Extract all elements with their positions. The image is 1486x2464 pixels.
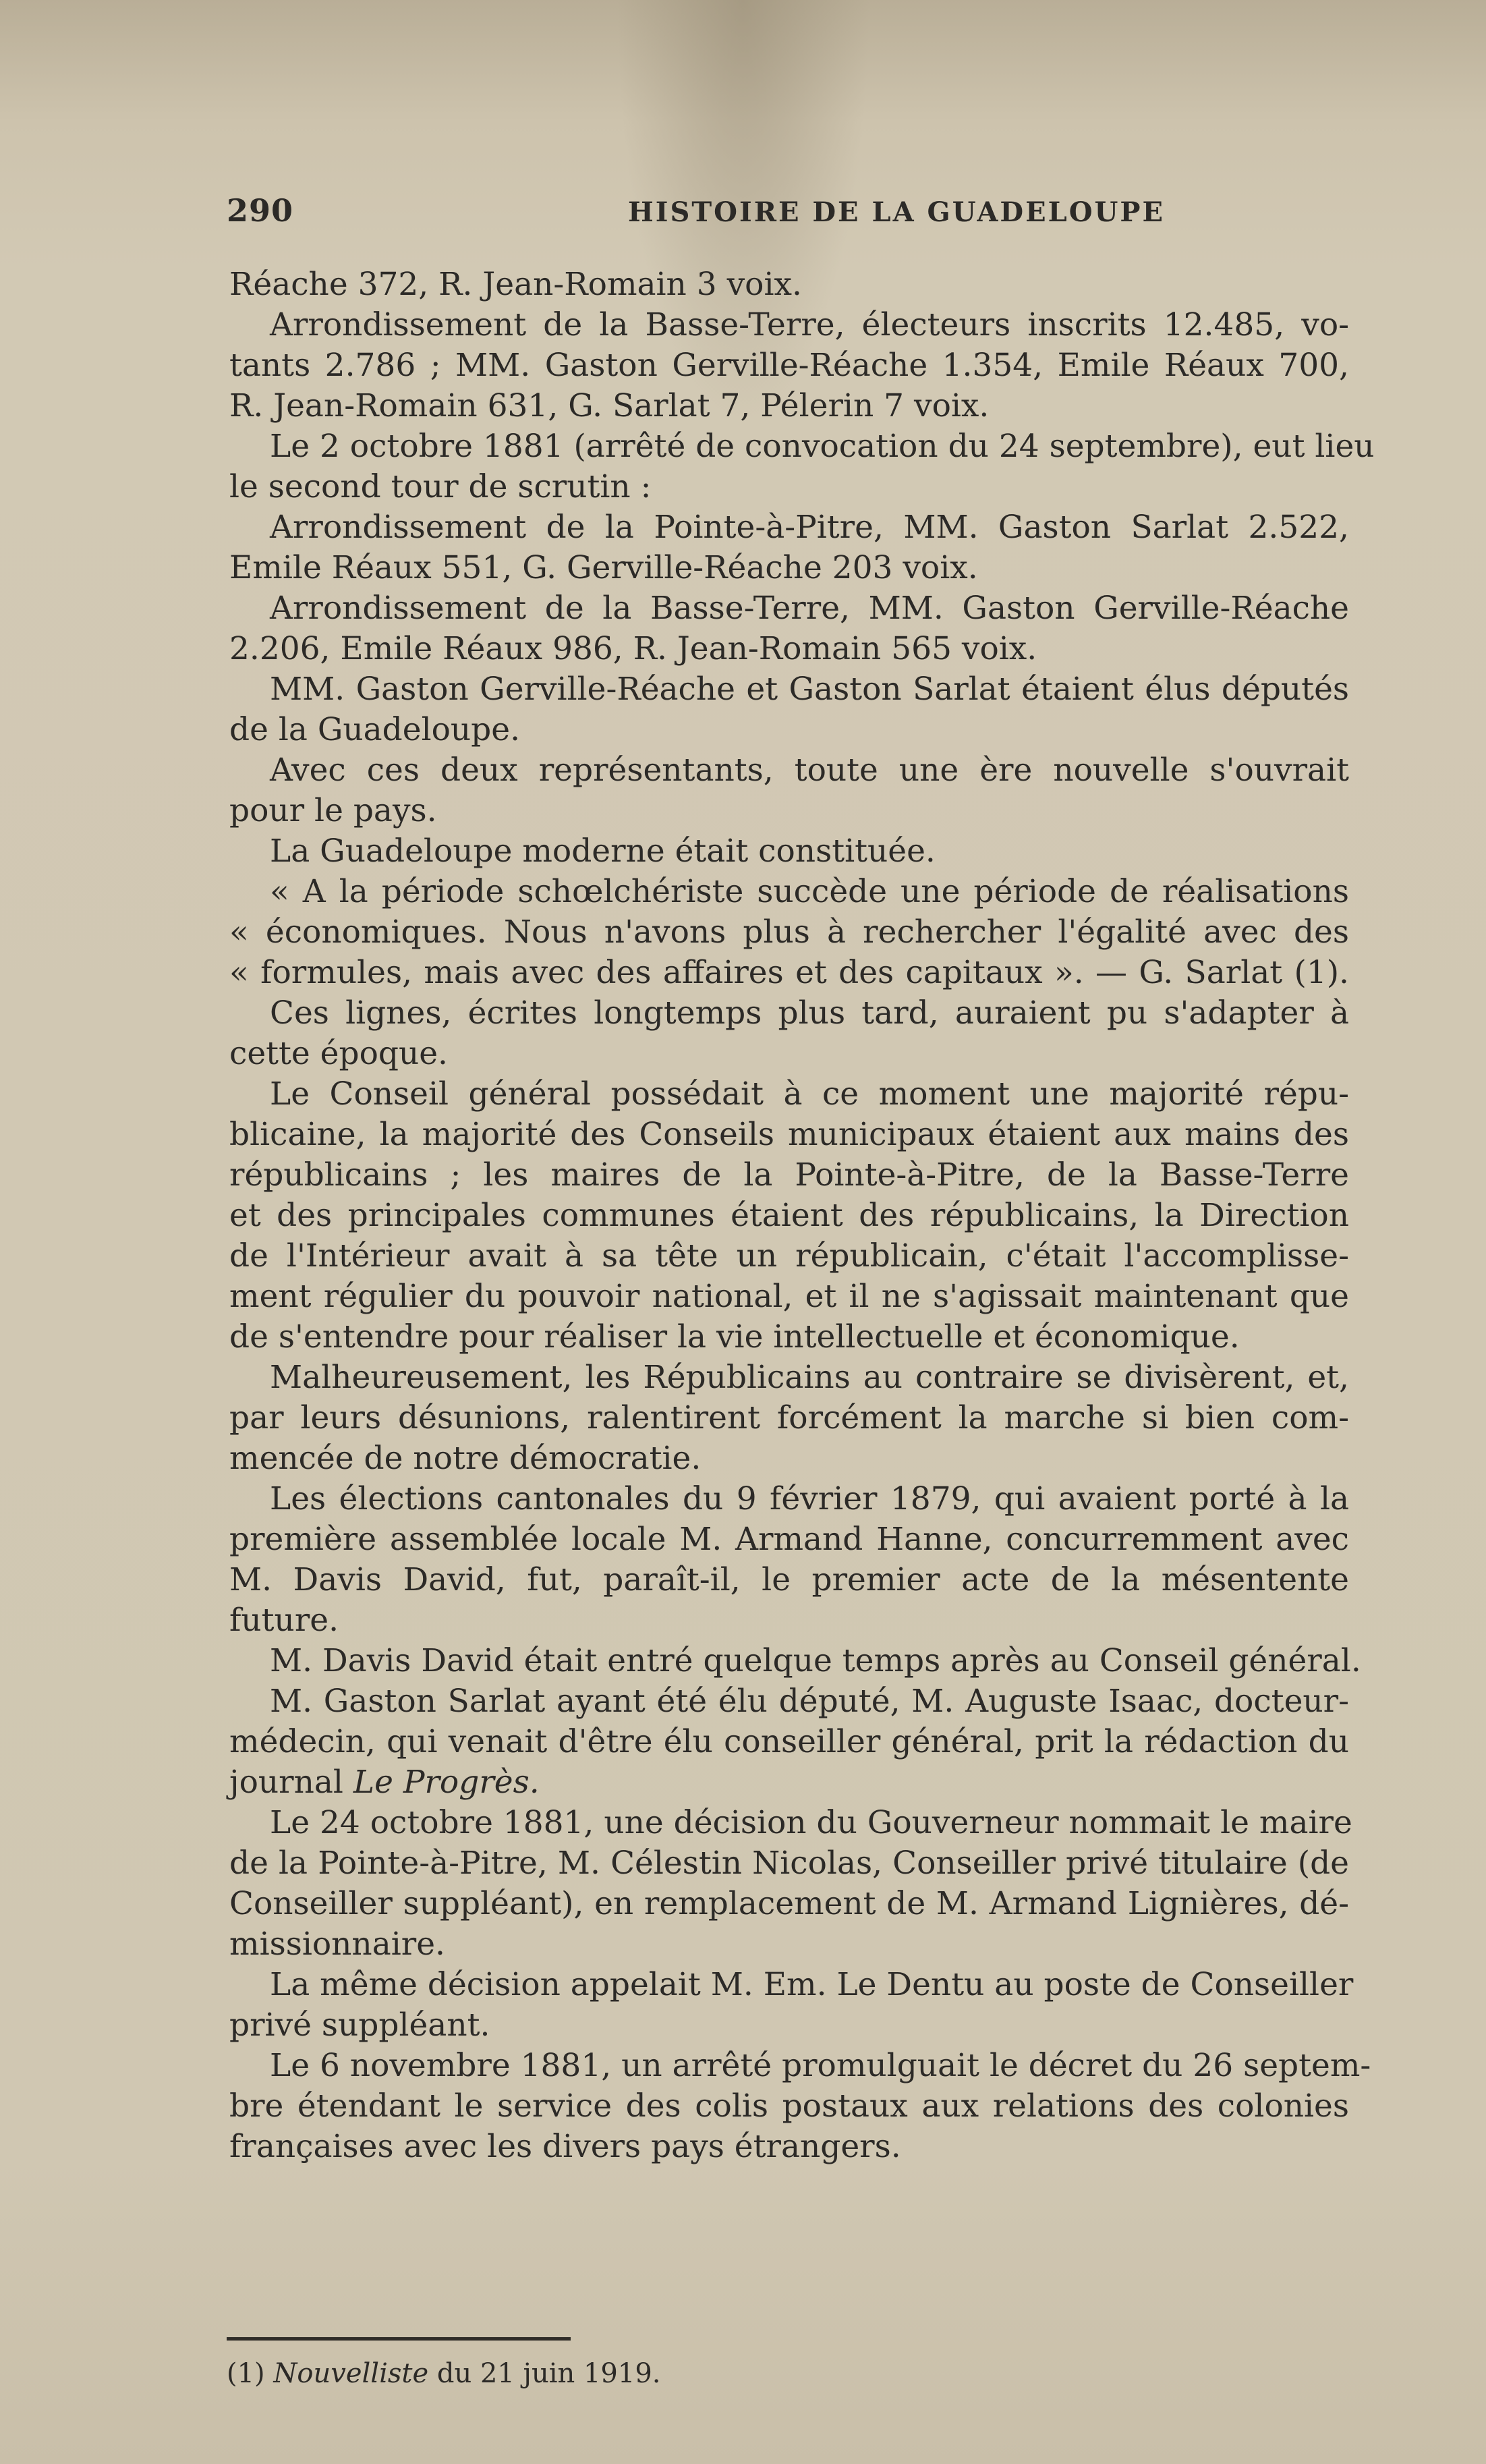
text-line [229, 1560, 1349, 1600]
text-line [229, 305, 1349, 345]
text-line [229, 1924, 1349, 1965]
text-line [229, 1277, 1349, 1317]
text-line [229, 588, 1349, 629]
text-line [229, 2046, 1371, 2086]
text-line [229, 791, 1349, 831]
text-line-content: Réache 372, R. Jean-Romain 3 voix. [229, 266, 802, 303]
text-line-content: bre étendant le service des colis postaux aux relations des colonies [229, 2088, 1349, 2125]
text-line-content: et des principales communes étaient des républicains, la Direction [229, 1197, 1349, 1234]
text-line-content: Avec ces deux représentants, toute une ère nouvelle s'ouvrait [270, 752, 1349, 789]
text-line [229, 1681, 1349, 1722]
text-line-content: Emile Réaux 551, G. Gerville-Réache 203 voix. [229, 549, 978, 586]
running-title: HISTOIRE DE LA GUADELOUPE [628, 196, 1165, 228]
text-line-content: Les élections cantonales du 9 février 1879, qui avaient porté à la [270, 1480, 1349, 1517]
text-line-content: MM. Gaston Gerville-Réache et Gaston Sarlat étaient élus députés [270, 671, 1349, 708]
page-number: 290 [227, 192, 294, 229]
footnote-rest: du 21 juin 1919. [428, 2358, 661, 2389]
text-line [229, 1074, 1349, 1115]
text-line-content: « A la période schœlchériste succède une période de réalisations [270, 873, 1349, 910]
footnote-marker: (1) [227, 2358, 274, 2389]
text-line-content: future. [229, 1602, 339, 1639]
text-line-content: Conseiller suppléant), en remplacement de M. Armand Lignières, dé- [229, 1885, 1349, 1922]
text-line-content: cette époque. [229, 1035, 448, 1072]
text-line-content: « formules, mais avec des affaires et des capitaux ». — G. Sarlat (1). [229, 954, 1349, 991]
text-line-content: le second tour de scrutin : [229, 468, 652, 505]
text-line-content: journal [229, 1764, 353, 1801]
text-line-content: R. Jean-Romain 631, G. Sarlat 7, Pélerin 7 voix. [229, 387, 990, 424]
text-line-content: missionnaire. [229, 1926, 445, 1963]
text-line-content: françaises avec les divers pays étrangers. [229, 2128, 901, 2165]
text-line-content: de l'Intérieur avait à sa tête un républicain, c'était l'accomplisse- [229, 1237, 1349, 1275]
text-line [229, 507, 1349, 548]
text-line-content: républicains ; les maires de la Pointe-à-Pitre, de la Basse-Terre [229, 1156, 1349, 1194]
footnote-rule [227, 2337, 571, 2341]
text-line [229, 953, 1349, 993]
text-line-content: pour le pays. [229, 792, 437, 829]
text-line [229, 1762, 1349, 1803]
text-line [229, 1317, 1349, 1357]
footnote-source: Nouvelliste [273, 2358, 429, 2389]
text-line [229, 669, 1349, 710]
text-line [229, 2086, 1349, 2127]
body-text [229, 264, 1375, 2167]
text-line-content: La Guadeloupe moderne était constituée. [270, 833, 936, 870]
text-line [229, 1398, 1349, 1438]
text-line-content: Ces lignes, écrites longtemps plus tard, auraient pu s'adapter à [270, 995, 1349, 1032]
text-line-content: Malheureusement, les Républicains au contraire se divisèrent, et, [270, 1359, 1349, 1396]
text-line [229, 1965, 1354, 2005]
text-line [229, 831, 1349, 872]
text-line [229, 264, 1349, 305]
text-line-content: Le Conseil général possédait à ce moment une majorité répu- [270, 1075, 1349, 1113]
text-line [229, 1803, 1352, 1843]
text-line [229, 1115, 1349, 1155]
text-line [229, 710, 1349, 750]
text-line-content: de la Pointe-à-Pitre, M. Célestin Nicolas, Conseiller privé titulaire (de [229, 1845, 1349, 1882]
text-line-content: privé suppléant. [229, 2007, 490, 2044]
text-line [229, 386, 1349, 426]
text-line-content: mencée de notre démocratie. [229, 1440, 702, 1477]
text-line [229, 1843, 1349, 1884]
text-line [229, 426, 1375, 467]
text-line [229, 1519, 1349, 1560]
text-line-content: blicaine, la majorité des Conseils municipaux étaient aux mains des [229, 1116, 1349, 1153]
text-line-content: M. Davis David, fut, paraît-il, le premier acte de la mésentente [229, 1561, 1349, 1598]
text-line [229, 1641, 1361, 1681]
text-line-content: par leurs désunions, ralentirent forcément la marche si bien com- [229, 1399, 1349, 1436]
text-line [229, 467, 1349, 507]
text-line [229, 2005, 1349, 2046]
text-line-content: Le 6 novembre 1881, un arrêté promulguait le décret du 26 septem- [270, 2047, 1371, 2084]
text-line [229, 750, 1349, 791]
text-line-content: Le 2 octobre 1881 (arrêté de convocation du 24 septembre), eut lieu [270, 428, 1375, 465]
text-line-content: Le 24 octobre 1881, une décision du Gouverneur nommait le maire [270, 1804, 1352, 1841]
text-line [229, 1438, 1349, 1479]
text-line-content: première assemblée locale M. Armand Hanne, concurremment avec [229, 1521, 1349, 1558]
text-line-content: Arrondissement de la Basse-Terre, MM. Gaston Gerville-Réache [270, 590, 1349, 627]
text-line [229, 912, 1349, 953]
page-header [227, 192, 1184, 233]
text-line [229, 993, 1349, 1034]
footnote [227, 2358, 661, 2389]
text-line-content: ment régulier du pouvoir national, et il ne s'agissait maintenant que [229, 1278, 1349, 1315]
text-line-content: Arrondissement de la Basse-Terre, électeurs inscrits 12.485, vo- [270, 306, 1349, 343]
text-line-italic: Le Progrès. [353, 1764, 540, 1801]
text-line-content: M. Davis David était entré quelque temps après au Conseil général. [270, 1642, 1361, 1679]
text-line [229, 1479, 1349, 1519]
text-line-content: 2.206, Emile Réaux 986, R. Jean-Romain 565 voix. [229, 630, 1037, 667]
text-line-content: « économiques. Nous n'avons plus à rechercher l'égalité avec des [229, 914, 1349, 951]
text-line [229, 1357, 1349, 1398]
text-line [229, 1034, 1349, 1074]
text-line [229, 1884, 1349, 1924]
text-line-content: de la Guadeloupe. [229, 711, 521, 748]
text-line [229, 1236, 1349, 1277]
text-line [229, 548, 1349, 588]
text-line [229, 1196, 1349, 1236]
text-line-content: Arrondissement de la Pointe-à-Pitre, MM. Gaston Sarlat 2.522, [270, 509, 1349, 546]
text-line [229, 1155, 1349, 1196]
text-line [229, 1722, 1349, 1762]
text-line-content: tants 2.786 ; MM. Gaston Gerville-Réache 1.354, Emile Réaux 700, [229, 347, 1349, 384]
text-line-content: La même décision appelait M. Em. Le Dentu au poste de Conseiller [270, 1966, 1354, 2003]
text-line [229, 629, 1349, 669]
text-line-content: médecin, qui venait d'être élu conseiller général, prit la rédaction du [229, 1723, 1349, 1760]
text-line-content: de s'entendre pour réaliser la vie intellectuelle et économique. [229, 1318, 1240, 1355]
text-line-content: M. Gaston Sarlat ayant été élu député, M. Auguste Isaac, docteur- [270, 1683, 1349, 1720]
text-line [229, 345, 1349, 386]
text-line [229, 2127, 1349, 2167]
text-line [229, 872, 1349, 912]
text-line [229, 1600, 1349, 1641]
